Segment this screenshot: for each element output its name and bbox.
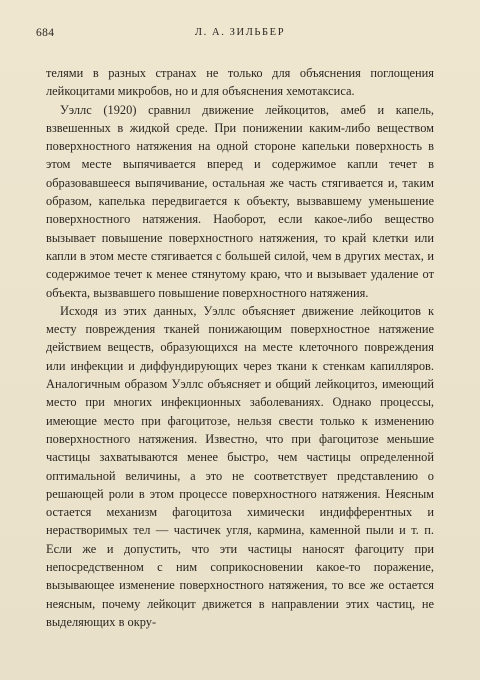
page-header: [36, 27, 444, 43]
paragraph-wells-droplets: Уэллс (1920) сравнил движение лейкоцитов, амеб и капель, взвешенных в жидкой среде. При понижении каким-либо веществом поверхностного натяжения на одной стороне капельки поверхность в этом месте выпячивается вперед и содержимое капли течет в образовавшееся выпячивание, остальная же часть стягивается и, таким образом, капелька передвигается к объекту, вызвавшему уменьшение поверхностного натяжения. Наоборот, если какое-либо вещество вызывает повышение поверхностного натяжения, то край клетки или капли в этом месте стягивается с большей силой, чем в других местах, и содержимое течет к менее стянутому краю, что и вызывает удаление от объекта, вызвавшего повышение поверхностного натяжения.: [46, 102, 434, 300]
main-text: [46, 64, 434, 631]
page-number: 684: [36, 27, 55, 39]
paragraph-wells-leukocytes: Исходя из этих данных, Уэллс объясняет движение лейкоцитов к месту повреждения тканей понижающим поверхностное натяжение действием веществ, образующихся на месте клеточного повреждения или инфекции и диффундирующих через ткани к стенкам капилляров. Аналогичным образом Уэллс объясняет и общий лейкоцитоз, имеющий место при многих инфекционных заболеваниях. Однако процессы, имеющие место при фагоцитозе, нельзя свести только к изменению поверхностного натяжения. Известно, что при фагоцитозе меньшие частицы захватываются менее быстро, чем частицы определенной оптимальной величины, а это не соответствует представлению о решающей роли в этом процессе поверхностного натяжения. Неясным остается механизм фагоцитоза химически индифферентных и нерастворимых тел — частичек угля, кармина, каменной пыли и т. п. Если же и допустить, что эти частицы наносят фагоциту при непосредственном с ним соприкосновении какое-то поражение, вызывающее изменение поверхностного натяжения, то все же остается неясным, почему лейкоцит движется в направлении этих частиц, не выделяющих в окру-: [46, 303, 434, 629]
paragraph-continuation: телями в разных странах не только для объяснения поглощения лейкоцитами микробов, но и для объяснения хемотаксиса.: [46, 66, 434, 99]
running-title: Л. А. ЗИЛЬБЕР: [194, 27, 286, 38]
